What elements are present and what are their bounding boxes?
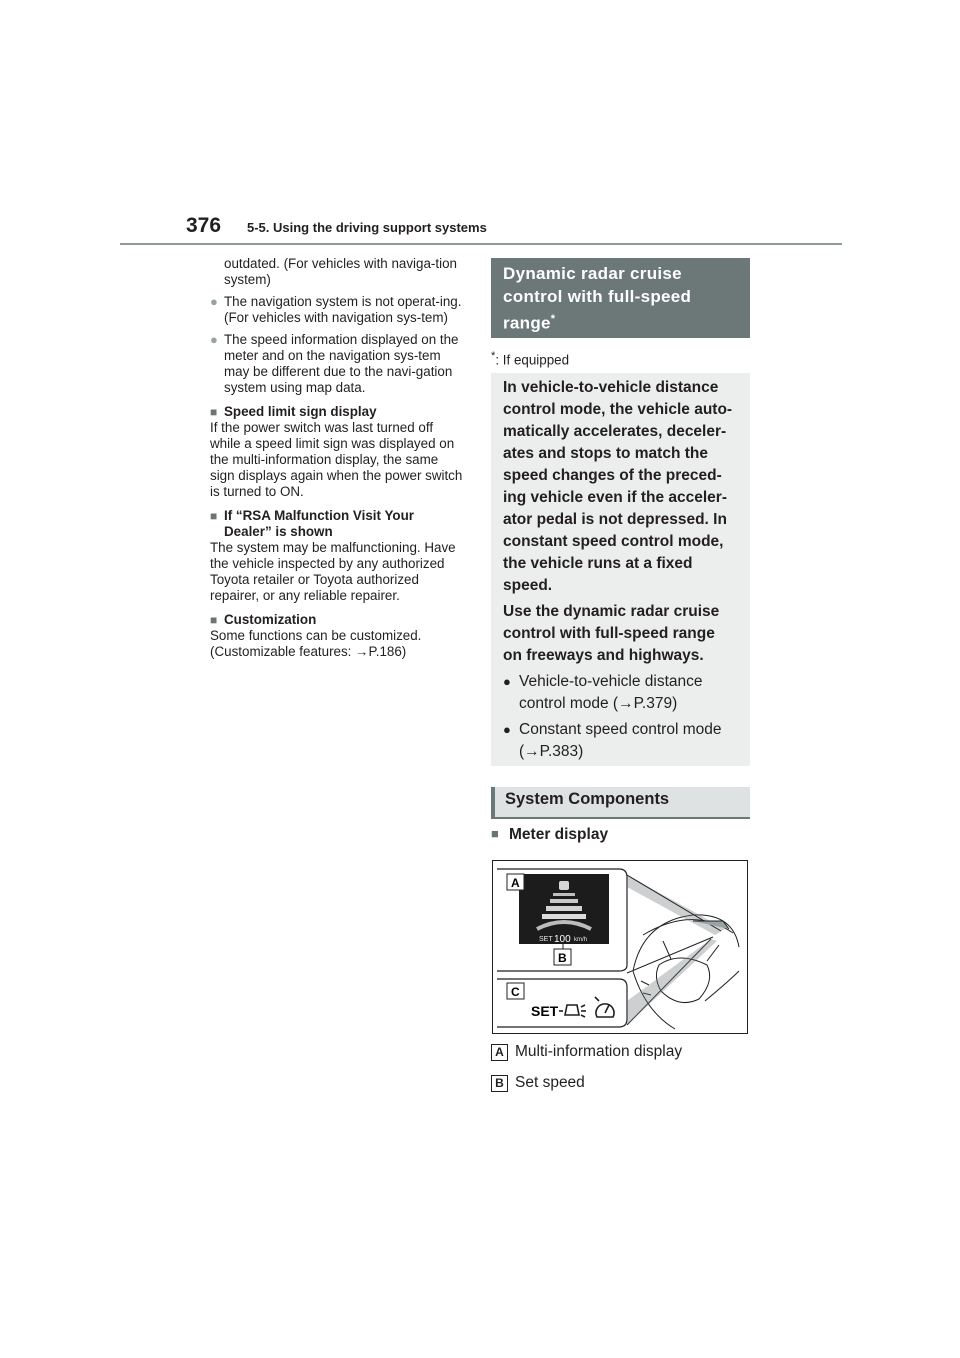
pointer-beam-bottom	[627, 939, 717, 1025]
caption-a: A Multi-information display	[491, 1043, 682, 1061]
heading-asterisk: *	[550, 313, 556, 325]
subsection-title: ■ If “RSA Malfunction Visit Your Dealer” is shown	[210, 508, 414, 539]
subsection-body: If the power switch was last turned off while a speed limit sign was displayed on the multi-information display, the same sign displays again when the power switch is turned to ON.	[210, 420, 463, 499]
square-bullet-icon: ■	[210, 405, 218, 419]
caption-b: B Set speed	[491, 1074, 585, 1092]
page-number: 376	[186, 214, 222, 237]
distance-bar	[553, 893, 575, 896]
summary-box	[491, 373, 750, 766]
continued-text: outdated. (For vehicles with naviga-tion system)	[224, 256, 457, 287]
bullet-icon: ●	[503, 722, 511, 737]
square-bullet-icon: ■	[491, 826, 499, 841]
distance-bar	[546, 906, 582, 911]
square-bullet-icon: ■	[210, 509, 218, 523]
bullet-icon: ●	[210, 294, 218, 309]
steering-wheel	[633, 915, 739, 1029]
label-a: A	[511, 876, 520, 890]
summary-paragraph: In vehicle-to-vehicle distance control mode, the vehicle auto-matically accelerates, deceler-ates and stops to match the speed changes of the preced-ing vehicle even if the acceler-ator pedal is not depressed. In constant speed control mode, the vehicle runs at a fixed speed.	[503, 379, 733, 594]
subsection-body: The system may be malfunctioning. Have the vehicle inspected by any authorized Toyota retailer or Toyota authorized repairer, or any reliable repairer.	[210, 540, 456, 603]
preceding-vehicle-icon	[559, 881, 569, 890]
meter-illustration	[492, 860, 748, 1034]
meter-heading: ■ Meter display	[491, 826, 609, 843]
subsection-body: Some functions can be customized. (Customizable features: →P.186)	[210, 628, 422, 659]
subsection-title: ■ Speed limit sign display	[210, 404, 377, 419]
speed-unit: km/h	[574, 937, 588, 943]
left-column	[210, 256, 465, 660]
distance-bar	[550, 899, 578, 903]
bullet-item: ● The navigation system is not operat-ing. (For vehicles with navigation sys-tem)	[210, 294, 462, 325]
caption-label-a: A	[491, 1044, 508, 1061]
bullet-icon: ●	[503, 674, 511, 689]
components-heading: System Components	[491, 787, 750, 819]
set-text: SET	[539, 936, 553, 943]
header-rule	[120, 243, 842, 245]
subsection-title: ■ Customization	[210, 612, 317, 627]
bullet-item: ● The speed information displayed on the meter and on the navigation sys-tem may be different due to the navi-gation system using map data.	[210, 332, 459, 395]
square-bullet-icon: ■	[210, 613, 218, 627]
caption-label-b: B	[491, 1075, 508, 1092]
mode-item: ● Constant speed control mode (→P.383)	[503, 719, 738, 763]
section-heading: Dynamic radar cruise control with full-speed range*	[491, 258, 750, 338]
summary-paragraph: Use the dynamic radar cruise control with full-speed range on freeways and highways.	[503, 603, 720, 664]
set-speed-value: 100	[554, 934, 571, 945]
label-c: C	[511, 985, 520, 999]
mode-item: ● Vehicle-to-vehicle distance control mode (→P.379)	[503, 671, 738, 715]
set-indicator: SET	[531, 1003, 559, 1019]
label-b: B	[558, 951, 567, 965]
section-title: 5-5. Using the driving support systems	[247, 220, 487, 235]
distance-bar	[542, 914, 586, 919]
dashboard-drawing	[493, 861, 747, 1033]
footnote: *: If equipped	[491, 350, 570, 368]
bullet-icon: ●	[210, 332, 218, 347]
